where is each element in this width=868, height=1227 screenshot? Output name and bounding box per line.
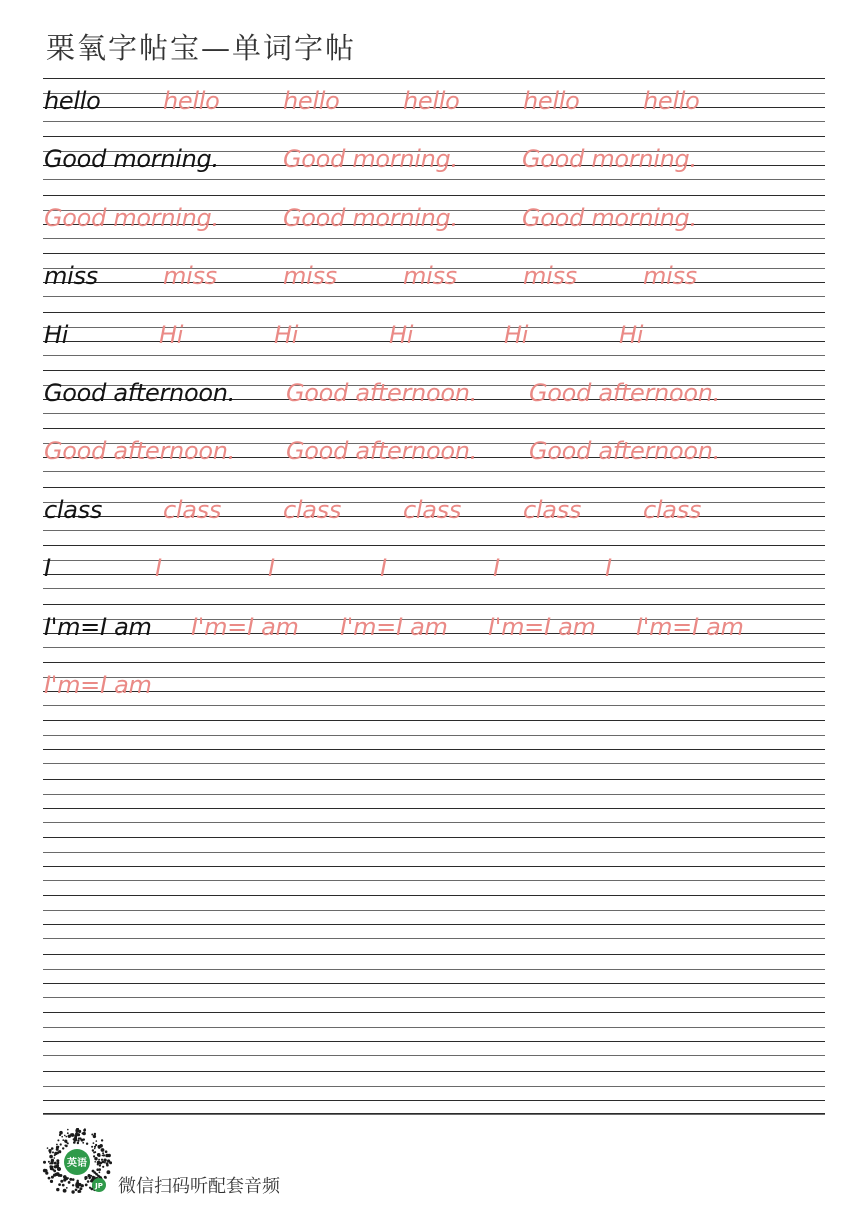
rule-line — [43, 794, 825, 795]
model-word: I'm=I am — [44, 613, 152, 641]
rule-line — [43, 720, 825, 721]
trace-word: Good afternoon. — [286, 379, 477, 407]
trace-word: class — [163, 496, 222, 524]
trace-word: Good afternoon. — [286, 437, 477, 465]
trace-word: Hi — [619, 321, 644, 349]
rule-line — [43, 78, 825, 79]
rule-line — [43, 647, 825, 648]
model-word: I — [44, 554, 51, 582]
trace-word: I'm=I am — [488, 613, 596, 641]
rule-line — [43, 487, 825, 488]
trace-word: miss — [403, 262, 457, 290]
model-word: Good afternoon. — [44, 379, 235, 407]
page-title: 栗氧字帖宝—单词字帖 — [46, 31, 357, 65]
rule-line — [43, 763, 825, 764]
trace-word: hello — [523, 87, 580, 115]
trace-word: I — [155, 554, 162, 582]
rule-line — [43, 1086, 825, 1087]
trace-word: Good morning. — [44, 204, 219, 232]
trace-word: I'm=I am — [44, 671, 152, 699]
model-word: Good morning. — [44, 145, 219, 173]
rule-line — [43, 413, 825, 414]
trace-word: Hi — [159, 321, 184, 349]
rule-line — [43, 910, 825, 911]
rule-line — [43, 195, 825, 196]
rule-line — [43, 997, 825, 998]
rule-line — [43, 691, 825, 692]
trace-word: Good afternoon. — [44, 437, 235, 465]
qr-badge-label: 英语 — [67, 1158, 87, 1169]
trace-word: miss — [163, 262, 217, 290]
rule-line — [43, 121, 825, 122]
rule-line — [43, 1012, 825, 1013]
trace-word: hello — [283, 87, 340, 115]
rule-line — [43, 677, 825, 678]
trace-word: hello — [163, 87, 220, 115]
trace-word: I — [605, 554, 612, 582]
rule-line — [43, 1071, 825, 1072]
trace-word: miss — [643, 262, 697, 290]
model-word: class — [44, 496, 103, 524]
qr-code-icon[interactable] — [42, 1128, 112, 1198]
trace-word: miss — [523, 262, 577, 290]
trace-word: I — [380, 554, 387, 582]
rule-line — [43, 880, 825, 881]
rule-line — [43, 866, 825, 867]
trace-word: I — [268, 554, 275, 582]
rule-line — [43, 705, 825, 706]
rule-line — [43, 822, 825, 823]
rule-line — [43, 238, 825, 239]
rule-line — [43, 588, 825, 589]
trace-word: Good afternoon. — [529, 437, 720, 465]
trace-word: I — [493, 554, 500, 582]
trace-word: I'm=I am — [636, 613, 744, 641]
trace-word: Good morning. — [283, 145, 458, 173]
trace-word: Hi — [504, 321, 529, 349]
rule-line — [43, 983, 825, 984]
trace-word: class — [643, 496, 702, 524]
qr-small-badge: JP — [95, 1182, 103, 1190]
rule-line — [43, 969, 825, 970]
trace-word: class — [523, 496, 582, 524]
rule-line — [43, 938, 825, 939]
rule-line — [43, 779, 825, 780]
rule-line — [43, 808, 825, 809]
model-word: miss — [44, 262, 98, 290]
trace-word: Good morning. — [283, 204, 458, 232]
model-word: hello — [44, 87, 101, 115]
rule-line — [43, 312, 825, 313]
rule-line — [43, 924, 825, 925]
rule-line — [43, 428, 825, 429]
rule-line — [43, 837, 825, 838]
rule-line — [43, 1113, 825, 1114]
trace-word: miss — [283, 262, 337, 290]
trace-word: Good morning. — [522, 204, 697, 232]
rule-line — [43, 355, 825, 356]
rule-line — [43, 296, 825, 297]
trace-word: class — [403, 496, 462, 524]
rule-line — [43, 954, 825, 955]
trace-word: Good morning. — [522, 145, 697, 173]
rule-line — [43, 749, 825, 750]
rule-line — [43, 604, 825, 605]
rule-line — [43, 1055, 825, 1056]
trace-word: Good afternoon. — [529, 379, 720, 407]
rule-line — [43, 253, 825, 254]
trace-word: class — [283, 496, 342, 524]
footer-caption: 微信扫码听配套音频 — [118, 1176, 280, 1197]
trace-word: hello — [643, 87, 700, 115]
rule-line — [43, 471, 825, 472]
rule-line — [43, 852, 825, 853]
rule-line — [43, 662, 825, 663]
trace-word: Hi — [274, 321, 299, 349]
model-word: Hi — [44, 321, 69, 349]
rule-line — [43, 545, 825, 546]
rule-line — [43, 370, 825, 371]
rule-line — [43, 1100, 825, 1101]
rule-line — [43, 895, 825, 896]
rule-line — [43, 136, 825, 137]
rule-line — [43, 1041, 825, 1042]
trace-word: I'm=I am — [340, 613, 448, 641]
trace-word: Hi — [389, 321, 414, 349]
trace-word: I'm=I am — [191, 613, 299, 641]
rule-line — [43, 1027, 825, 1028]
rule-line — [43, 735, 825, 736]
rule-line — [43, 179, 825, 180]
rule-line — [43, 530, 825, 531]
trace-word: hello — [403, 87, 460, 115]
